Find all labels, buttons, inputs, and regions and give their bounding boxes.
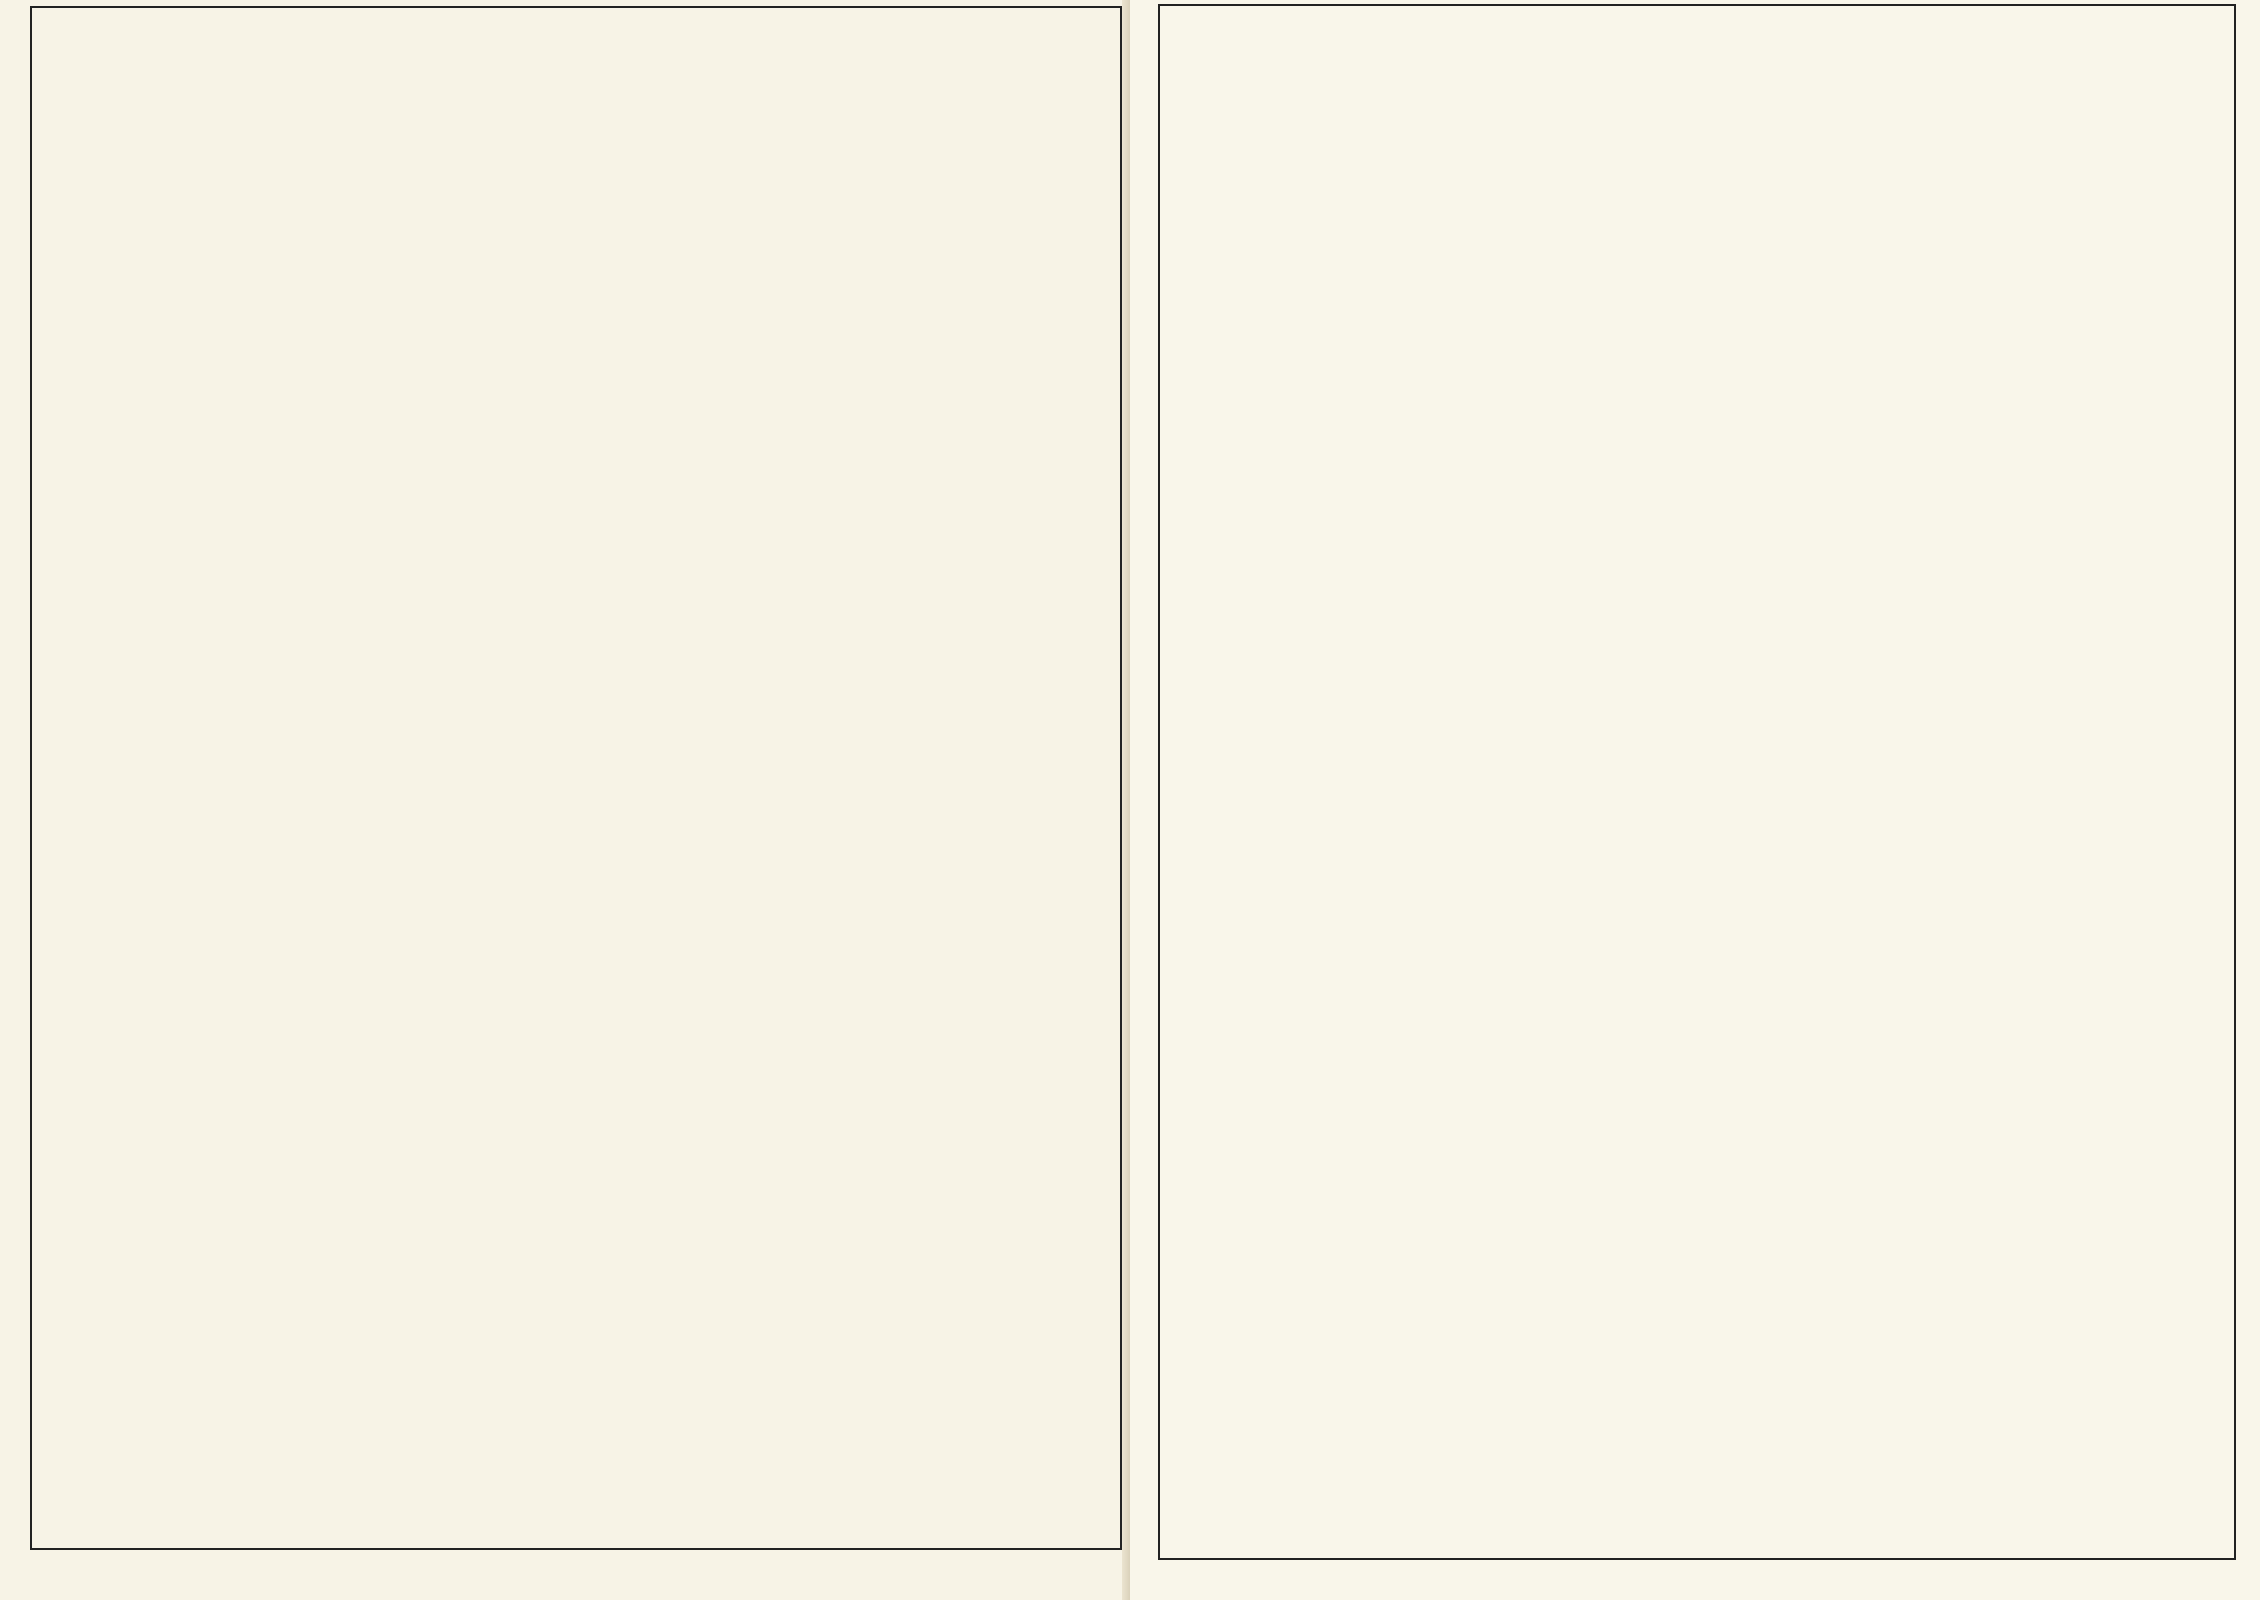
right-page <box>1130 0 2260 1600</box>
left-table-sheet <box>30 6 1122 1550</box>
right-table-sheet <box>1158 4 2236 1560</box>
